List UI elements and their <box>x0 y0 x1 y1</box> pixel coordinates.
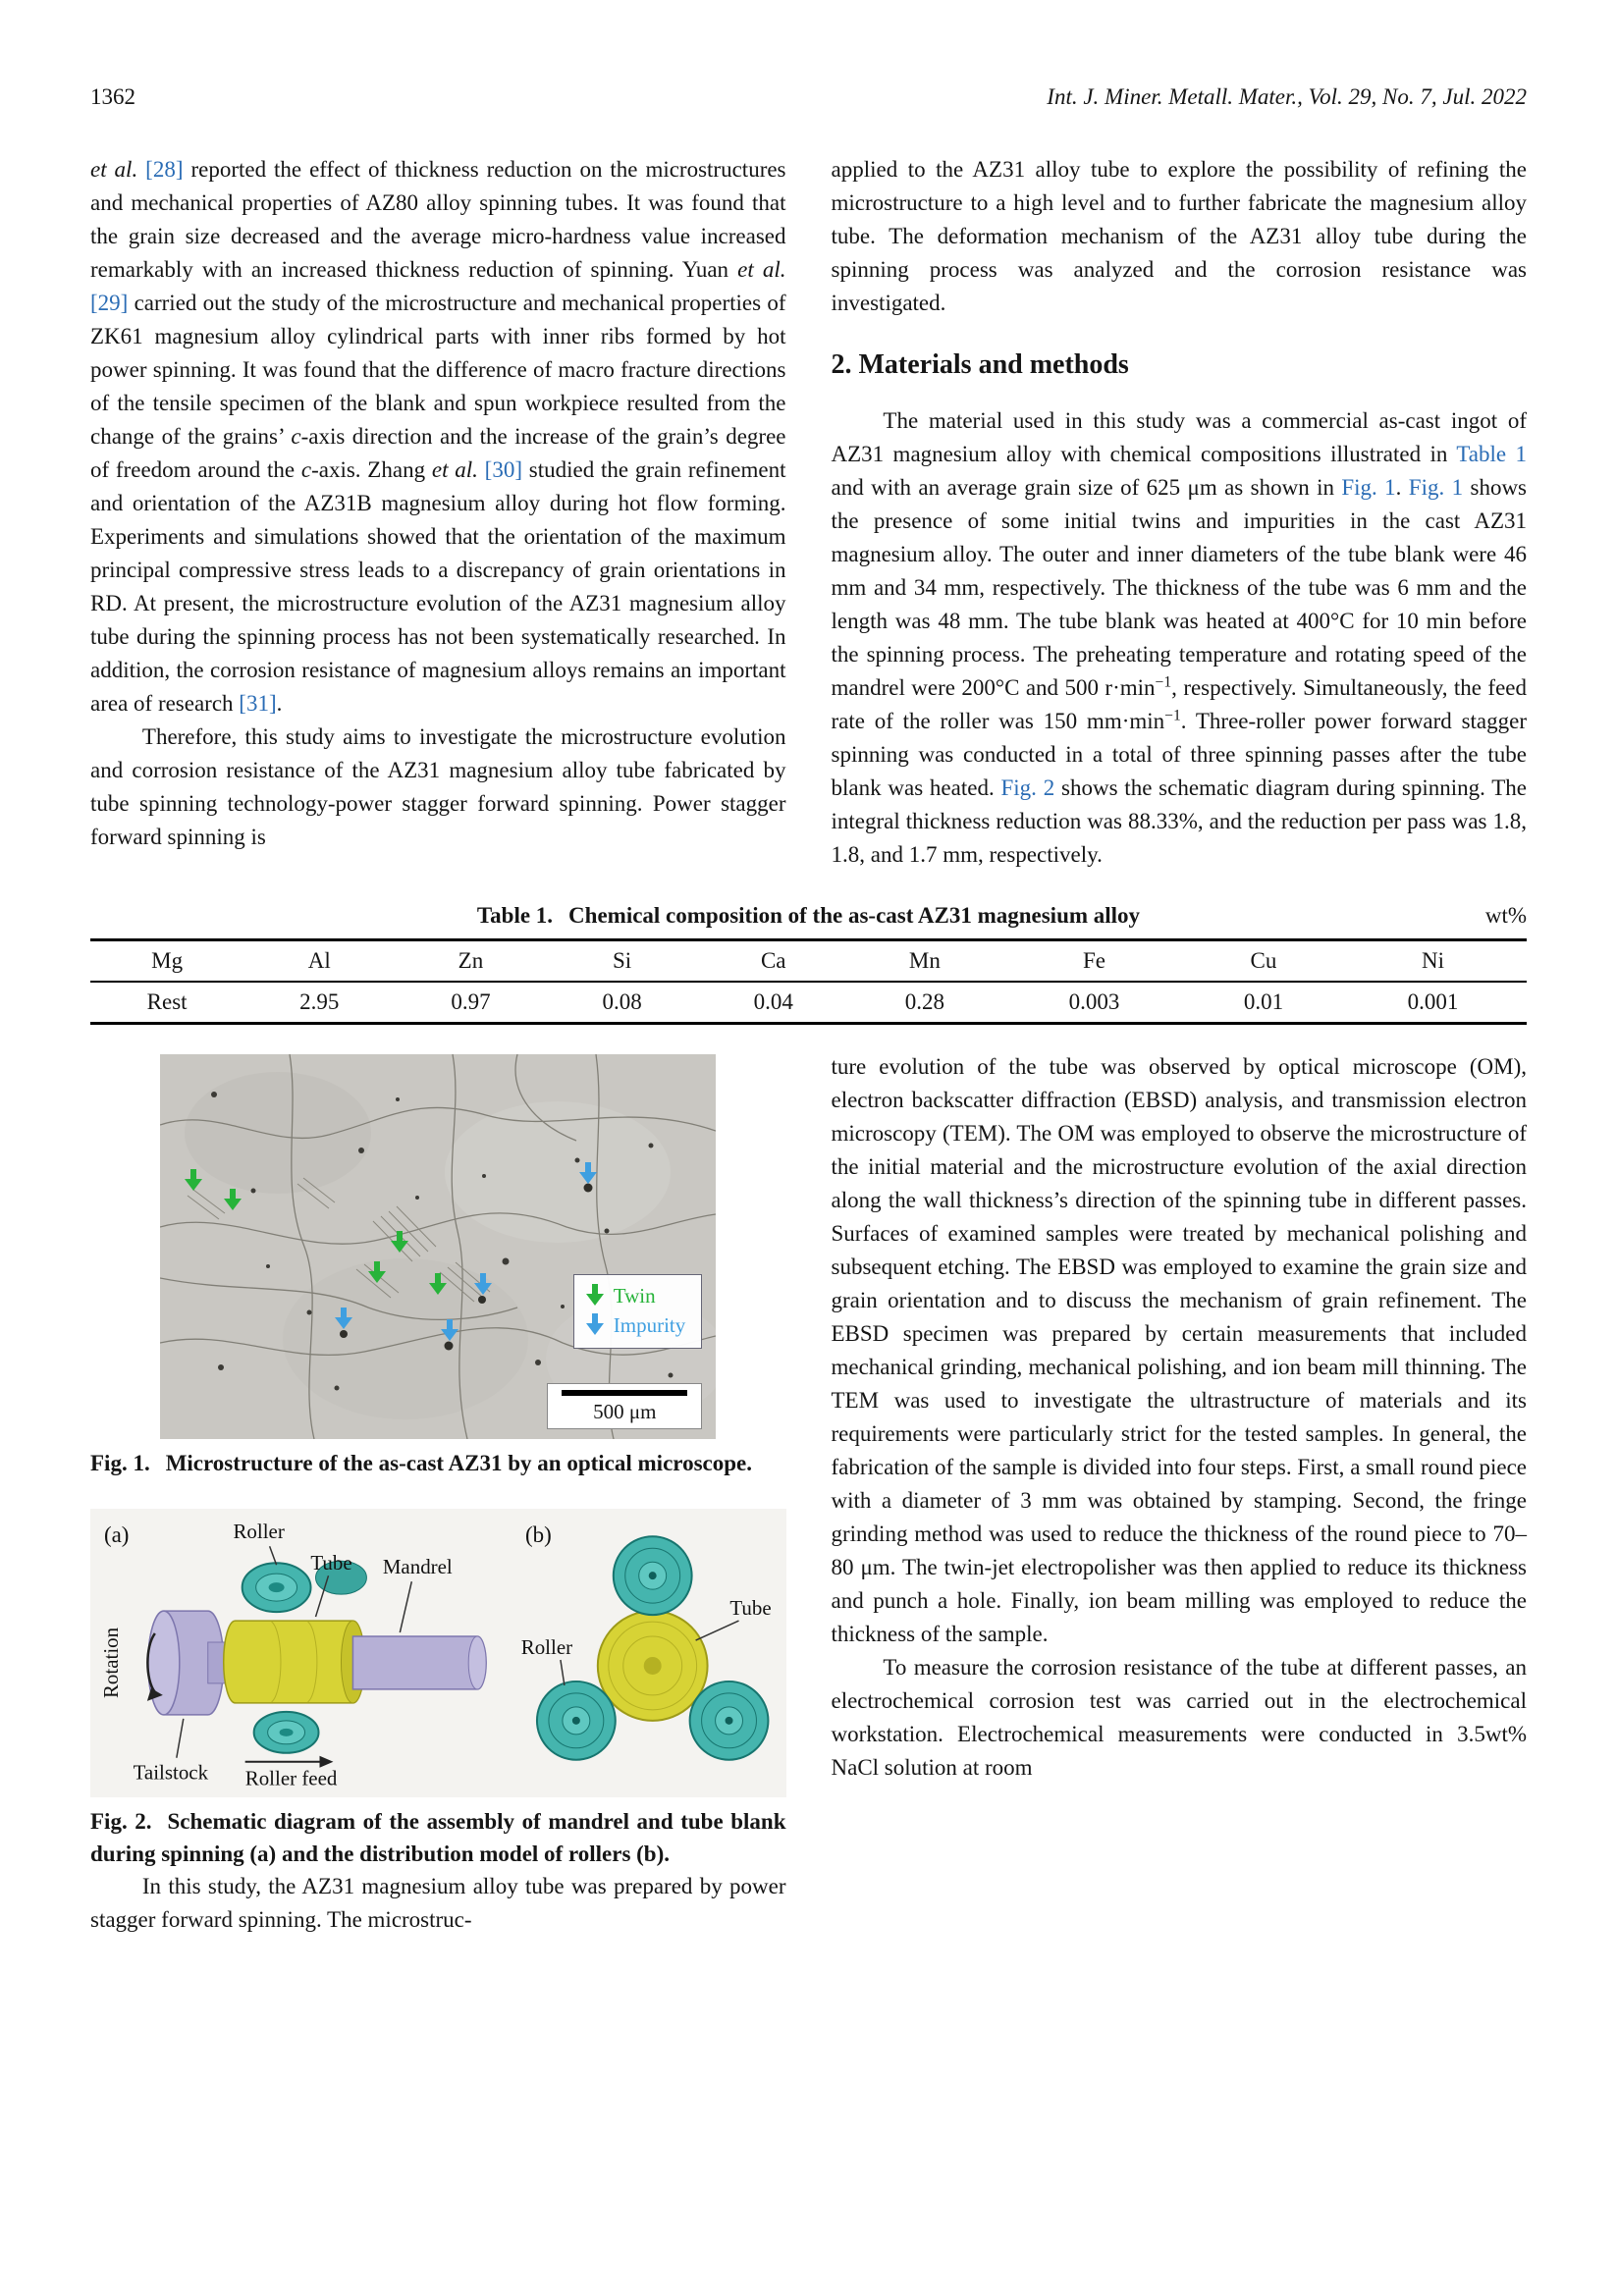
fig1-caption-text: Microstructure of the as-cast AZ31 by an optical microscope. <box>165 1451 752 1475</box>
citation-link[interactable]: [28] <box>145 157 184 182</box>
journal-reference: Int. J. Miner. Metall. Mater., Vol. 29, No. 7, Jul. 2022 <box>1047 84 1527 109</box>
fig2-caption-label: Fig. 2. <box>90 1809 152 1834</box>
text-segment: shows the presence of some initial twins and impurities in the cast AZ31 magnesium alloy. The outer and inner diameters of the tube blank were 46 mm and 34 mm, respectively. The thickness of the tube was 6 mm and the length was 48 mm. The tube blank was heated at 400°C for 10 min before the spinning process. The preheating temperature and rotating speed of the mandrel were 200°C and 500 r·min <box>831 475 1527 700</box>
body-paragraph: In this study, the AZ31 magnesium alloy tube was prepared by power stagger forward spinning. The microstruc- <box>90 1874 786 1932</box>
text-segment: et al. <box>431 457 478 482</box>
mandrel-label: Mandrel <box>382 1555 453 1579</box>
table1-caption-label: Table 1. <box>476 903 554 928</box>
roller-label-b: Roller <box>520 1634 573 1659</box>
body-paragraph: Therefore, this study aims to investigate the microstructure evolution and corrosion resistance of the AZ31 magnesium alloy tube fabricated by tube spinning technology-power stagger forward spinning. Power stagger forward spinning is <box>90 724 786 849</box>
twin-arrow-icon <box>185 1169 202 1193</box>
table1-cell: 0.001 <box>1407 989 1459 1014</box>
rotation-label: Rotation <box>98 1627 123 1699</box>
roller-b-right-shape <box>690 1682 769 1760</box>
body-paragraph: applied to the AZ31 alloy tube to explore the possibility of refining the microstructure to a high level and to further fabricate the magnesium alloy tube. The deformation mechanism of the AZ31 alloy tube during the spinning process was analyzed and the corrosion resistance was investigated. <box>831 157 1527 315</box>
impurity-arrow-icon <box>474 1273 492 1297</box>
tube-shape <box>224 1621 365 1703</box>
table1-cell: 0.04 <box>753 989 793 1014</box>
table1-body <box>90 982 1527 1024</box>
text-segment: −1 <box>1155 673 1172 691</box>
body-paragraph: ture evolution of the tube was observed by optical microscope (OM), electron backscatter diffraction (EBSD) analysis, and transmission electron microscopy (TEM). The OM was employed to observe the microstructure of the initial material and the microstructure evolution of the axial direction along the wall thickness’s direction of the spinning tube in different passes. Surfaces of examined samples were treated by mechanical polishing and subsequent etching. The EBSD was employed to examine the grain size and grain orientation and to discuss the mechanism of grain refinement. The EBSD specimen was prepared by certain measurements that included mechanical grinding, mechanical polishing, and ion beam mill thinning. The TEM was used to investigate the ultrastructure of materials and its requirements were particularly strict for the tested samples. In general, the fabrication of the sample is divided into four steps. First, a small round piece with a diameter of 3 mm was obtained by stamping. Second, the fringe grinding method was used to reduce the thickness of the round piece to 70–80 μm. The twin-jet electropolisher was then applied to reduce its thickness and punch a hole. Finally, ion beam milling was employed to reduce the thickness of the sample. <box>831 1054 1527 1646</box>
table1-caption <box>90 903 1527 929</box>
figure-2 <box>90 1509 786 1870</box>
text-segment: shows the schematic diagram during spinning. The integral thickness reduction was 88.33%, and the reduction per pass was 1.8, 1.8, and 1.7 mm, respectively. <box>831 775 1528 867</box>
roller-label-a: Roller <box>233 1520 285 1544</box>
table1-header-cell: Ca <box>760 948 786 973</box>
twin-arrow-icon <box>429 1273 447 1297</box>
table1 <box>90 938 1527 1025</box>
panel-b-tag: (b) <box>525 1522 552 1548</box>
fig1-micrograph <box>160 1054 716 1439</box>
table1-header-cell: Fe <box>1082 948 1105 973</box>
twin-arrow-icon <box>224 1189 242 1212</box>
text-segment: studied the grain refinement and orientation of the AZ31B magnesium alloy during hot flow forming. Experiments and simulations showed that the orientation of the maximum principal compressive stress leads to a discrepancy of grain orientations in RD. At present, the microstructure evolution of the AZ31 magnesium alloy tube during the spinning process has not been systematically researched. In addition, the corrosion resistance of magnesium alloys remains an important area of research <box>90 457 786 716</box>
text-segment: reported the effect of thickness reduction on the microstructures and mechanical properties of AZ80 alloy spinning tubes. It was found that the grain size decreased and the average micro-hardness value increased remarkably with an increased thickness reduction of spinning. Yuan <box>90 157 786 282</box>
panel-a-tag: (a) <box>103 1522 130 1548</box>
legend-row-twin <box>586 1281 686 1310</box>
tube-label-a: Tube <box>310 1551 352 1575</box>
table1-cell: 0.003 <box>1068 989 1120 1014</box>
scalebar-line <box>562 1390 687 1396</box>
citation-link[interactable]: [29] <box>90 291 129 315</box>
fig1-scalebar <box>547 1383 702 1429</box>
citation-link[interactable]: Table 1 <box>1456 442 1527 466</box>
fig2-panel-b <box>515 1511 785 1795</box>
roller-b-left-shape <box>537 1682 616 1760</box>
text-segment: -axis direction and the increase of the grain’s degree of freedom around the <box>90 424 786 482</box>
roller-feed-label: Roller feed <box>244 1766 338 1790</box>
roller-top-shape <box>243 1563 311 1612</box>
mandrel-shape <box>352 1636 486 1689</box>
fig1-legend <box>573 1274 703 1349</box>
text-segment: . Three-roller power forward stagger spinning was conducted in a total of three spinning passes after the tube blank was heated. <box>831 709 1527 800</box>
text-segment: c <box>300 457 312 482</box>
text-segment: , respectively. Simultaneously, the feed rate of the roller was 150 mm·min <box>831 675 1527 733</box>
section-heading: 2. Materials and methods <box>831 349 1129 380</box>
impurity-arrow-icon <box>335 1308 352 1331</box>
right-column-bottom <box>832 1050 1528 1937</box>
citation-link[interactable]: Fig. 1 <box>1408 475 1464 500</box>
impurity-arrow-icon <box>579 1162 597 1186</box>
text-segment: -axis. Zhang <box>311 457 432 482</box>
fig1-caption-label: Fig. 1. <box>90 1451 150 1475</box>
table1-cell: 2.95 <box>299 989 340 1014</box>
fig1-caption <box>90 1447 786 1479</box>
legend-label-twin: Twin <box>613 1284 656 1308</box>
table1-cell: 0.97 <box>451 989 491 1014</box>
top-section <box>90 153 1527 872</box>
bottom-section <box>90 1050 1527 1937</box>
text-segment: . <box>276 691 283 716</box>
text-segment: et al. <box>737 257 786 282</box>
table1-header-cell: Si <box>613 948 632 973</box>
citation-link[interactable]: Fig. 2 <box>1000 775 1055 800</box>
table1-cell: 0.28 <box>904 989 945 1014</box>
text-segment: and with an average grain size of 625 μm as shown in <box>831 475 1342 500</box>
table1-unit: wt% <box>1484 903 1527 928</box>
table1-header-cell: Zn <box>458 948 484 973</box>
body-paragraph <box>832 404 1528 872</box>
legend-row-impurity <box>586 1310 686 1340</box>
text-segment: c <box>291 424 301 449</box>
citation-link[interactable]: [31] <box>239 691 277 716</box>
text-segment: The material used in this study was a commercial as-cast ingot of AZ31 magnesium alloy with chemical compositions illustrated in <box>831 408 1527 466</box>
table1-header-cell: Ni <box>1422 948 1445 973</box>
fig2-panel-a <box>90 1511 512 1795</box>
left-column-bottom <box>90 1050 786 1937</box>
tube-label-b: Tube <box>729 1596 772 1621</box>
right-column-top <box>832 153 1528 872</box>
impurity-arrow-icon <box>441 1319 458 1343</box>
citation-link[interactable]: [30] <box>484 457 522 482</box>
fig1-annotation-layer <box>160 1054 716 1439</box>
table1-header-cell: Mn <box>908 948 941 973</box>
table1-cell: Rest <box>146 989 188 1014</box>
tube-cross-section-shape <box>598 1611 708 1721</box>
roller-bottom-shape <box>254 1712 319 1753</box>
scalebar-label: 500 μm <box>593 1400 657 1423</box>
body-paragraph <box>90 153 786 721</box>
table1-header-cell: Mg <box>151 948 184 973</box>
figure-1 <box>90 1054 786 1479</box>
table1-row <box>90 982 1527 1024</box>
table1-cell: 0.08 <box>602 989 642 1014</box>
text-segment: −1 <box>1164 707 1181 724</box>
left-column-top <box>90 153 786 872</box>
page-number: 1362 <box>90 84 135 109</box>
tailstock-label: Tailstock <box>133 1760 209 1785</box>
text-segment: carried out the study of the microstructure and mechanical properties of ZK61 magnesium alloy cylindrical parts with inner ribs formed by hot power spinning. It was found that the difference of macro fracture directions of the tensile specimen of the blank and spun workpiece resulted from the change of the grains’ <box>90 291 786 449</box>
fig2-caption-text: Schematic diagram of the assembly of mandrel and tube blank during spinning (a) and the distribution model of rollers (b). <box>90 1809 786 1866</box>
impurity-arrow-icon <box>586 1313 604 1337</box>
table1-header-cell: Cu <box>1250 948 1277 973</box>
fig2-caption <box>90 1805 786 1870</box>
twin-arrow-icon <box>586 1284 604 1308</box>
text-segment <box>478 457 485 482</box>
table1-header-cell: Al <box>307 948 331 973</box>
text-segment <box>137 157 145 182</box>
text-segment: et al. <box>90 157 138 182</box>
twin-arrow-icon <box>368 1261 386 1285</box>
legend-label-impurity: Impurity <box>613 1313 686 1337</box>
table1-caption-title: Chemical composition of the as-cast AZ31 magnesium alloy <box>568 903 1141 928</box>
page-header <box>90 84 1527 110</box>
twin-arrow-icon <box>391 1231 408 1255</box>
table1-cell: 0.01 <box>1243 989 1284 1014</box>
citation-link[interactable]: Fig. 1 <box>1341 475 1396 500</box>
text-segment: . <box>1395 475 1409 500</box>
body-paragraph: To measure the corrosion resistance of the tube at different passes, an electrochemical corrosion test was carried out in the electrochemical workstation. Electrochemical measurements were conducted in 3.5wt% NaCl solution at room <box>831 1655 1527 1780</box>
fig2-schematic <box>90 1509 786 1797</box>
table1-header-row <box>90 940 1527 983</box>
roller-b-top-shape <box>614 1536 692 1615</box>
table1-block <box>90 903 1527 1025</box>
